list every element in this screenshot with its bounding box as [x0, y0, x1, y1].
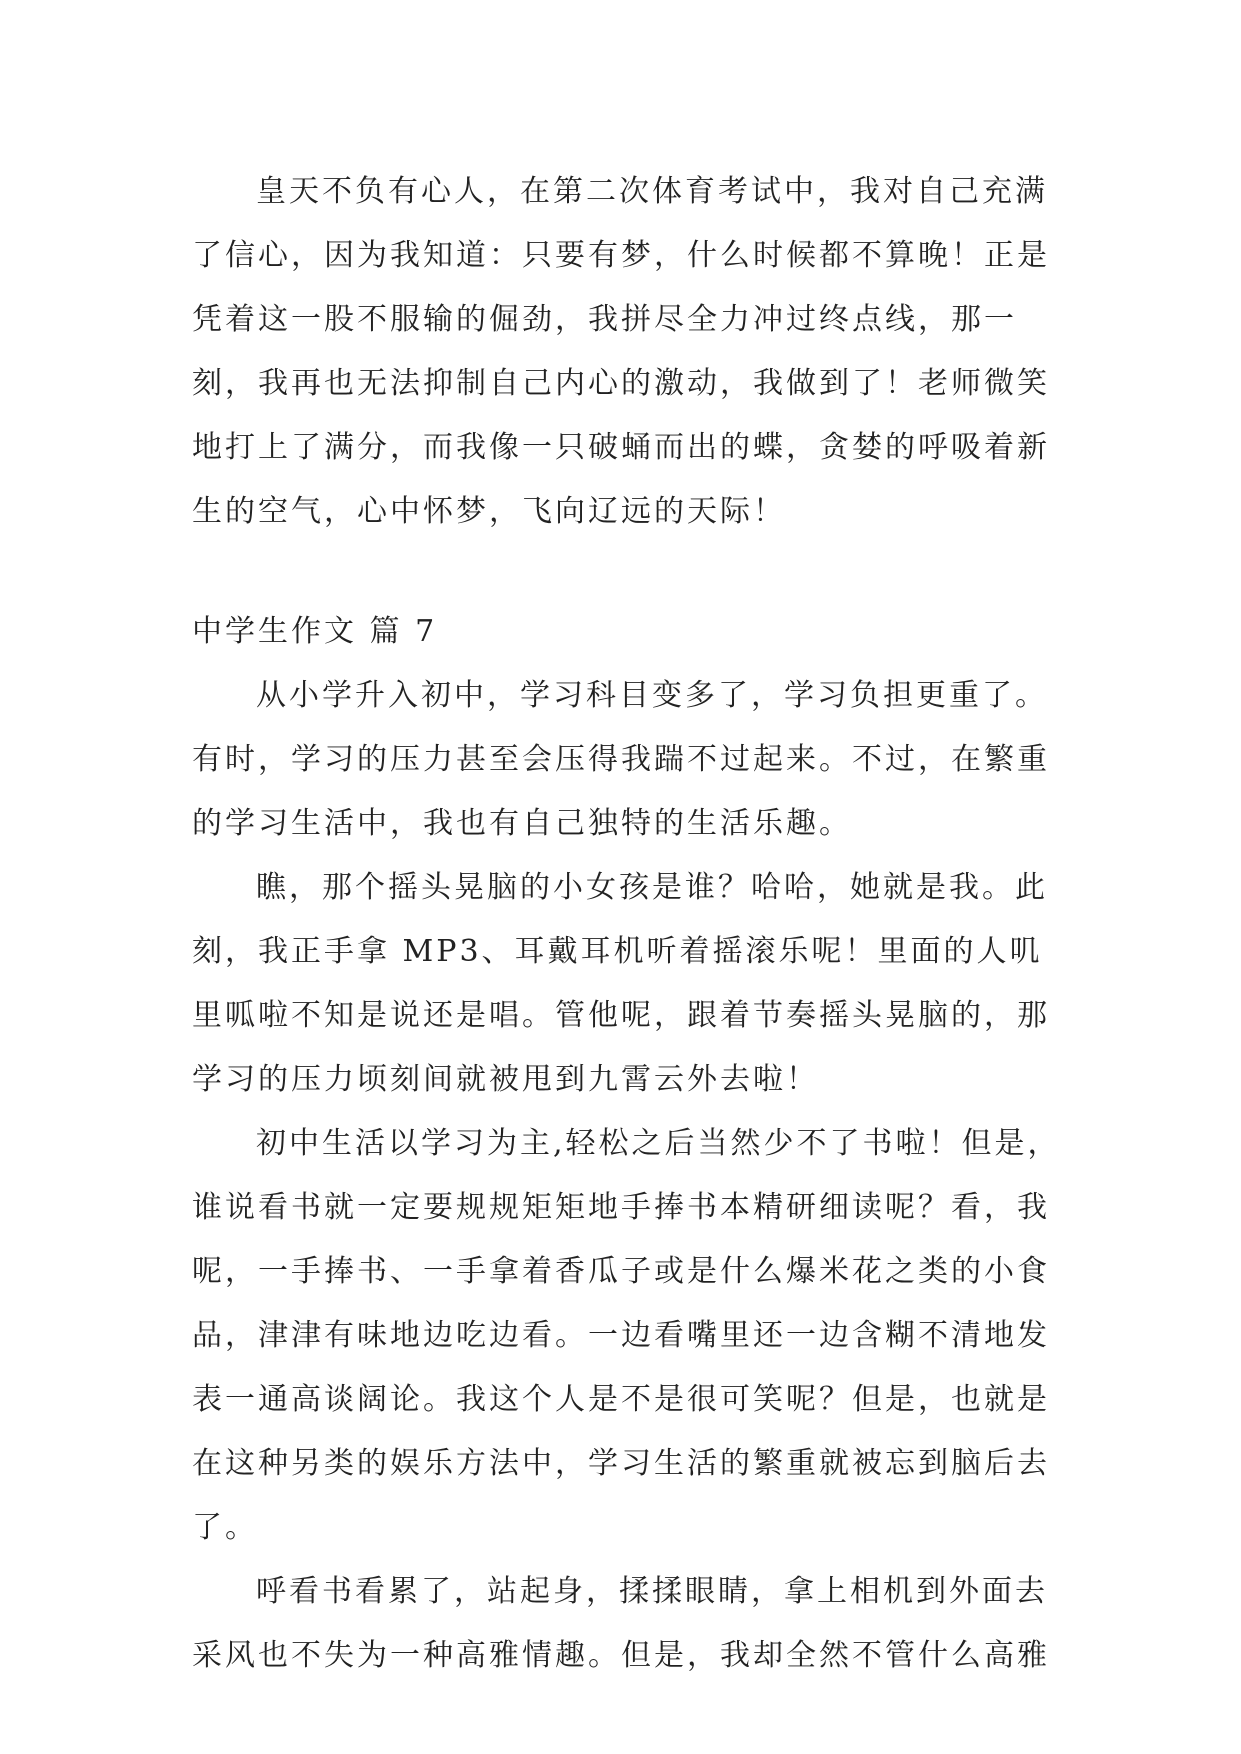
paragraph: 呼看书看累了，站起身，揉揉眼睛，拿上相机到外面去采风也不失为一种高雅情趣。但是，我却全然不管什么高雅 — [192, 1574, 1050, 1673]
paragraph: 皇天不负有心人，在第二次体育考试中，我对自己充满了信心，因为我知道：只要有梦，什么时候都不算晚！正是凭着这一股不服输的倔劲，我拼尽全力冲过终点线，那一刻，我再也无法抑制自己内心的激动，我做到了！老师微笑地打上了满分，而我像一只破蛹而出的蝶，贪婪的呼吸着新生的空气，心中怀梦，飞向辽远的天际！ — [192, 174, 1050, 529]
document-body — [192, 160, 1072, 1688]
paragraph: 从小学升入初中，学习科目变多了，学习负担更重了。有时，学习的压力甚至会压得我踹不过起来。不过，在繁重的学习生活中，我也有自己独特的生活乐趣。 — [192, 678, 1050, 841]
section-title: 中学生作文 篇 7 — [192, 614, 438, 649]
paragraph: 初中生活以学习为主,轻松之后当然少不了书啦！但是，谁说看书就一定要规规矩矩地手捧书本精研细读呢？看，我呢，一手捧书、一手拿着香瓜子或是什么爆米花之类的小食品，津津有味地边吃边看。一边看嘴里还一边含糊不清地发表一通高谈阔论。我这个人是不是很可笑呢？但是，也就是在这种另类的娱乐方法中，学习生活的繁重就被忘到脑后去了。 — [192, 1126, 1061, 1545]
paragraph: 瞧，那个摇头晃脑的小女孩是谁？哈哈，她就是我。此刻，我正手拿 MP3、耳戴耳机听着摇滚乐呢！里面的人叽里呱啦不知是说还是唱。管他呢，跟着节奏摇头晃脑的，那学习的压力顷刻间就被甩到九霄云外去啦！ — [192, 870, 1050, 1097]
